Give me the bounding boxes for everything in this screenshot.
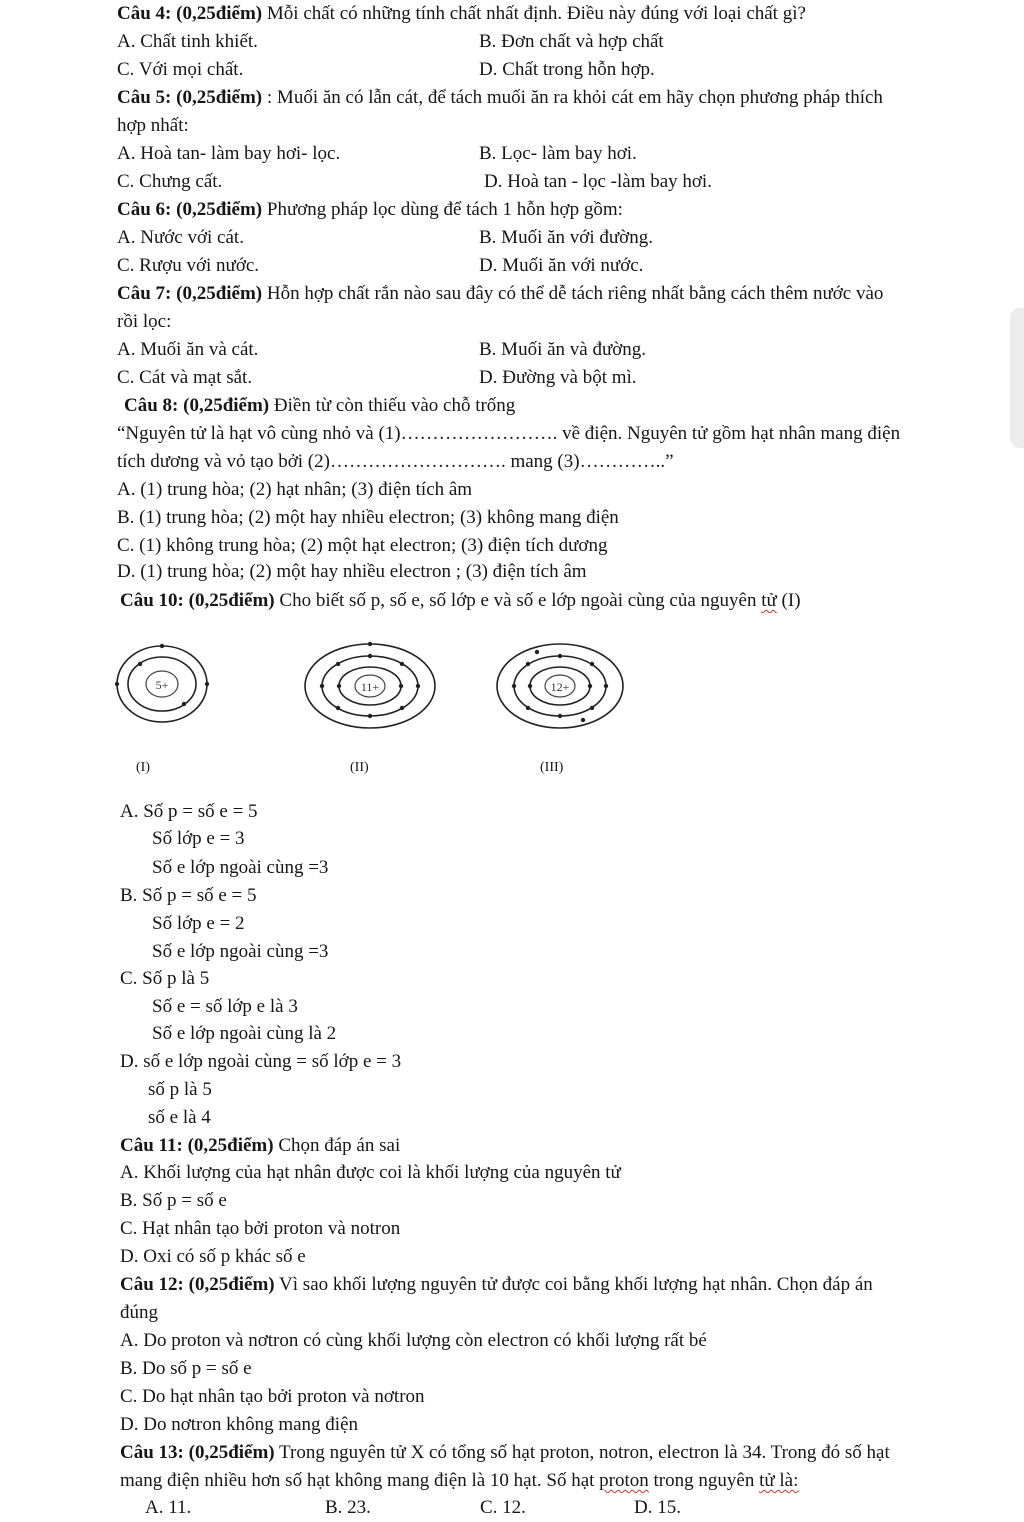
question-7 [117, 282, 883, 306]
q11-option-a[interactable]: A. Khối lượng của hạt nhân được coi là khối lượng của nguyên tử [120, 1162, 621, 1183]
question-13-text-cont-d: tử là: [759, 1470, 799, 1491]
question-13-text-cont-a: mang điện nhiều hơn số hạt không mang điện là 10 hạt. Số hạt [120, 1470, 600, 1491]
q12-option-d[interactable]: D. Do nơtron không mang điện [120, 1414, 359, 1435]
q11-option-d[interactable]: D. Oxi có số p khác số e [120, 1246, 306, 1267]
question-6-title: Câu 6: (0,25điểm) [117, 199, 263, 220]
q10-option-a-line-3: Số e lớp ngoài cùng =3 [152, 857, 329, 878]
question-8-title: Câu 8: (0,25điểm) [124, 395, 270, 416]
q7-option-b[interactable]: B. Muối ăn và đường. [479, 339, 647, 360]
atom-3-electron [558, 654, 562, 658]
question-4-title: Câu 4: (0,25điểm) [117, 3, 263, 24]
question-13-text-cont [120, 1469, 798, 1493]
question-7-text: Hỗn hợp chất rắn nào sau đây có thể dễ tách riêng nhất bằng cách thêm nước vào [262, 283, 884, 304]
q10-option-c-line-2: Số e = số lớp e là 3 [152, 996, 298, 1017]
atom-2-charge: 11+ [360, 680, 380, 694]
atom-3-caption: (III) [540, 760, 564, 775]
atom-1-charge: 5+ [155, 678, 169, 692]
question-13-text-cont-c: trong nguyên [648, 1470, 760, 1491]
question-12-text: Vì sao khối lượng nguyên tử được coi bằng khối lượng hạt nhân. Chọn đáp án [274, 1274, 873, 1295]
question-8 [124, 394, 515, 418]
atom-3-electron [528, 684, 532, 688]
q13-option-b[interactable]: B. 23. [325, 1497, 371, 1518]
q11-option-c[interactable]: C. Hạt nhân tạo bởi proton và notron [120, 1218, 401, 1239]
question-10-title: Câu 10: (0,25điểm) [120, 590, 275, 611]
question-8-line-1: “Nguyên tử là hạt vô cùng nhỏ và (1)……………………. về điện. Nguyên tử gồm hạt nhân mang điện [117, 423, 901, 444]
q8-option-d[interactable]: D. (1) trung hòa; (2) một hay nhiều electron ; (3) điện tích âm [117, 561, 587, 582]
q6-option-a[interactable]: A. Nước với cát. [117, 227, 244, 248]
question-11-title: Câu 11: (0,25điểm) [120, 1135, 274, 1156]
q13-option-c[interactable]: C. 12. [480, 1497, 526, 1518]
atom-2-electron [368, 654, 372, 658]
question-13-text: Trong nguyên tử X có tổng số hạt proton, notron, electron là 34. Trong đó số hạt [274, 1442, 890, 1463]
q5-option-c[interactable]: C. Chưng cất. [117, 171, 223, 192]
question-5-text-cont: hợp nhất: [117, 115, 189, 136]
question-10-text-tail: tử [761, 590, 777, 611]
atom-3-charge: 12+ [550, 680, 570, 694]
atom-3-electron [581, 718, 585, 722]
atom-3-electron [512, 684, 516, 688]
atom-3-electron [588, 684, 592, 688]
atom-1-caption: (I) [136, 760, 150, 775]
question-13-title: Câu 13: (0,25điểm) [120, 1442, 275, 1463]
atom-1-electron [138, 662, 142, 666]
atom-2-electron [336, 662, 340, 666]
atom-2-electron [400, 662, 404, 666]
atom-3-electron [526, 706, 530, 710]
atom-2-electron [337, 684, 341, 688]
q12-option-b[interactable]: B. Do số p = số e [120, 1358, 252, 1379]
atom-1-electron [205, 682, 209, 686]
question-4 [117, 2, 806, 26]
q5-option-d[interactable]: D. Hoà tan - lọc -làm bay hơi. [484, 171, 712, 192]
q5-option-a[interactable]: A. Hoà tan- làm bay hơi- lọc. [117, 143, 341, 164]
atom-2-electron [416, 684, 420, 688]
q7-option-d[interactable]: D. Đường và bột mì. [479, 367, 637, 388]
q11-option-b[interactable]: B. Số p = số e [120, 1190, 227, 1211]
atom-2-electron [399, 684, 403, 688]
scroll-handle[interactable] [1010, 308, 1024, 448]
q10-option-b-line-2: Số lớp e = 2 [152, 913, 245, 934]
atom-3-electron [535, 650, 539, 654]
question-5-title: Câu 5: (0,25điểm) [117, 87, 263, 108]
atom-2-caption: (II) [350, 760, 369, 775]
q6-option-d[interactable]: D. Muối ăn với nước. [479, 255, 644, 276]
question-4-text: Mỗi chất có những tính chất nhất định. Điều này đúng với loại chất gì? [262, 3, 806, 24]
question-12 [120, 1273, 873, 1297]
q7-option-a[interactable]: A. Muối ăn và cát. [117, 339, 259, 360]
question-8-text: Điền từ còn thiếu vào chỗ trống [269, 395, 516, 416]
question-7-title: Câu 7: (0,25điểm) [117, 283, 263, 304]
question-5-text: : Muối ăn có lẫn cát, để tách muối ăn ra khỏi cát em hãy chọn phương pháp thích [262, 87, 883, 108]
atom-2-electron [320, 684, 324, 688]
atom-3-electron [590, 706, 594, 710]
q4-option-c[interactable]: C. Với mọi chất. [117, 59, 244, 80]
q10-option-a[interactable]: A. Số p = số e = 5 [120, 801, 258, 822]
question-6-text: Phương pháp lọc dùng để tách 1 hỗn hợp gồm: [262, 199, 623, 220]
question-6 [117, 198, 623, 222]
q5-option-b[interactable]: B. Lọc- làm bay hơi. [479, 143, 637, 164]
q10-option-d-line-2: số p là 5 [148, 1079, 212, 1100]
q10-option-c[interactable]: C. Số p là 5 [120, 968, 210, 989]
q4-option-b[interactable]: B. Đơn chất và hợp chất [479, 31, 664, 52]
question-11-text: Chọn đáp án sai [273, 1135, 401, 1156]
atom-3-electron [526, 662, 530, 666]
q6-option-b[interactable]: B. Muối ăn với đường. [479, 227, 653, 248]
q13-option-a[interactable]: A. 11. [145, 1497, 192, 1518]
atom-diagram-1 [114, 642, 214, 726]
atom-2-electron [336, 706, 340, 710]
q8-option-b[interactable]: B. (1) trung hòa; (2) một hay nhiều electron; (3) không mang điện [117, 507, 619, 528]
question-12-title: Câu 12: (0,25điểm) [120, 1274, 275, 1295]
question-12-text-cont: đúng [120, 1302, 158, 1323]
q8-option-a[interactable]: A. (1) trung hòa; (2) hạt nhân; (3) điện tích âm [117, 479, 473, 500]
q4-option-d[interactable]: D. Chất trong hỗn hợp. [479, 59, 655, 80]
q7-option-c[interactable]: C. Cát và mạt sắt. [117, 367, 253, 388]
q10-option-a-line-2: Số lớp e = 3 [152, 828, 245, 849]
question-10-text: Cho biết số p, số e, số lớp e và số e lớp ngoài cùng của nguyên [274, 590, 762, 611]
question-7-text-cont: rồi lọc: [117, 311, 172, 332]
q10-option-d[interactable]: D. số e lớp ngoài cùng = số lớp e = 3 [120, 1051, 402, 1072]
question-11 [120, 1134, 400, 1158]
atom-diagram-3 [492, 640, 630, 734]
atom-diagram-2 [300, 640, 440, 734]
question-5 [117, 86, 883, 110]
q10-option-c-line-3: Số e lớp ngoài cùng là 2 [152, 1023, 337, 1044]
question-13 [120, 1441, 890, 1465]
question-8-line-2: tích dương và vỏ tạo bởi (2)………………………. mang (3)…………..” [117, 451, 674, 472]
atom-1-electron [182, 702, 186, 706]
atom-3-electron [558, 714, 562, 718]
atom-3-electron [604, 684, 608, 688]
q8-option-c[interactable]: C. (1) không trung hòa; (2) một hạt electron; (3) điện tích dương [117, 535, 608, 556]
atom-2-electron [368, 714, 372, 718]
atom-2-electron [368, 642, 372, 646]
q10-option-b[interactable]: B. Số p = số e = 5 [120, 885, 257, 906]
atom-1-electron [115, 682, 119, 686]
q13-option-d[interactable]: D. 15. [634, 1497, 681, 1518]
question-13-text-cont-b: proton [599, 1470, 649, 1491]
q10-option-d-line-3: số e là 4 [148, 1107, 211, 1128]
q10-option-b-line-3: Số e lớp ngoài cùng =3 [152, 941, 329, 962]
q12-option-a[interactable]: A. Do proton và nơtron có cùng khối lượng còn electron có khối lượng rất bé [120, 1330, 707, 1351]
atom-3-electron [590, 662, 594, 666]
q4-option-a[interactable]: A. Chất tinh khiết. [117, 31, 258, 52]
question-10-text-end: (I) [776, 590, 801, 611]
question-10 [120, 589, 801, 613]
atom-1-electron [160, 644, 164, 648]
atom-2-electron [400, 706, 404, 710]
q12-option-c[interactable]: C. Do hạt nhân tạo bởi proton và nơtron [120, 1386, 425, 1407]
q6-option-c[interactable]: C. Rượu với nước. [117, 255, 260, 276]
